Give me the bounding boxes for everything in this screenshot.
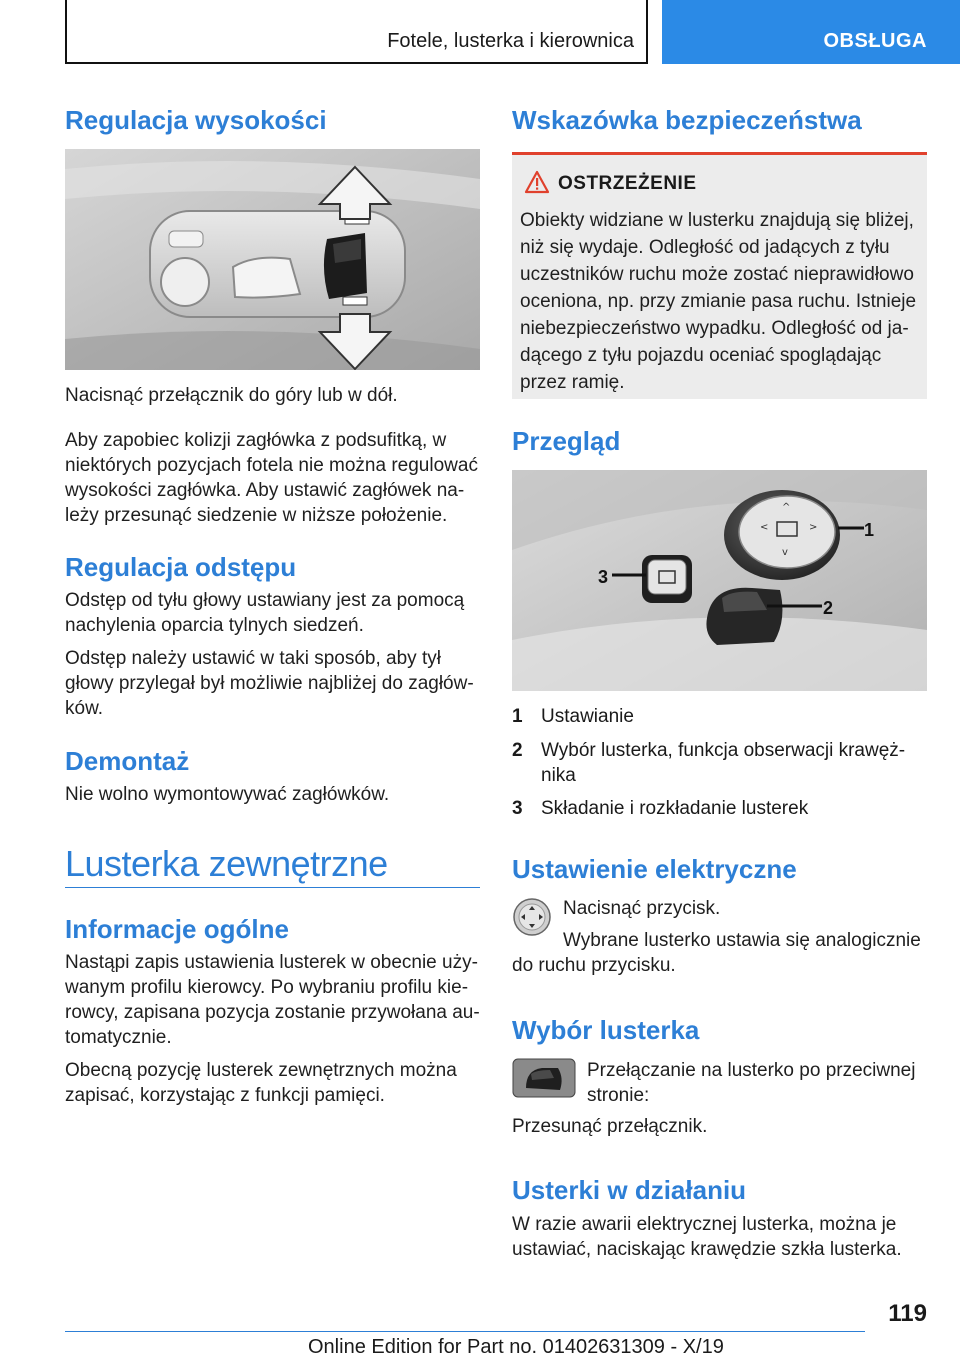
height-caption: Nacisnąć przełącznik do góry lub w dół. bbox=[65, 385, 398, 406]
callout-3: 3 bbox=[598, 567, 609, 587]
electric-heading: Ustawienie elektryczne bbox=[512, 854, 797, 884]
select-text-2: Przesunąć przełącznik. bbox=[512, 1116, 708, 1137]
headrest-switch-illustration bbox=[65, 149, 480, 370]
safety-heading: Wskazówka bezpieczeństwa bbox=[512, 105, 862, 135]
distance-text-1: Odstęp od tyłu głowy ustawiany jest za pomocą nachylenia oparcia tylnych siedzeń. bbox=[65, 590, 465, 636]
chapter-title: Fotele, lusterka i kierownica bbox=[387, 30, 634, 52]
mirrors-title: Lusterka zewnętrzne bbox=[65, 843, 388, 884]
legend-text: Składanie i rozkładanie lusterek bbox=[541, 798, 809, 819]
fault-text: W razie awarii elektrycznej lusterka, można je ustawiać, naciskając krawędzie szkła lusterka. bbox=[512, 1214, 902, 1260]
page-number: 119 bbox=[888, 1300, 927, 1327]
electric-text-2: Wybrane lusterko ustawia się analogicznie do ruchu przycisku. bbox=[512, 930, 921, 976]
legend-text: Ustawianie bbox=[541, 706, 634, 727]
edition-footer: Online Edition for Part no. 01402631309 - X/19 bbox=[308, 1336, 724, 1358]
svg-text:v: v bbox=[782, 547, 788, 558]
mirrors-title-rule bbox=[65, 887, 480, 888]
height-heading: Regulacja wysokości bbox=[65, 105, 327, 135]
distance-heading: Regulacja odstępu bbox=[65, 552, 297, 582]
warning-title: OSTRZEŻENIE bbox=[558, 173, 697, 194]
overview-heading: Przegląd bbox=[512, 426, 621, 456]
warning-text: Obiekty widziane w lusterku znajdują się bliżej, niż się wydaje. Odległość od jadących z tyłu uczestników ruchu może zostać nieprawidłowo oceniona, np. przy zmianie pasa ruchu. Istnieje niebezpieczeństwo wypadku. Odległość od jadącego z tyłu pojazdu oceniać spoglądając przez ramię. bbox=[520, 210, 917, 393]
select-text-1: Przełączanie na lusterko po przeciwnej stronie: bbox=[587, 1060, 916, 1106]
svg-text:^: ^ bbox=[782, 502, 791, 513]
mirror-controls-figure bbox=[512, 470, 927, 691]
warning-triangle-icon bbox=[524, 170, 550, 194]
section-tab bbox=[662, 0, 960, 64]
callout-1: 1 bbox=[864, 520, 875, 540]
warning-box bbox=[512, 152, 927, 399]
legend-number: 2 bbox=[512, 740, 523, 761]
chapter-box bbox=[65, 0, 648, 64]
page-header bbox=[0, 0, 960, 64]
distance-text-2: Odstęp należy ustawić w taki sposób, aby tył głowy przylegał był możliwie najbliżej do zagłówków. bbox=[65, 648, 474, 719]
height-text: Aby zapobiec kolizji zagłówka z podsufitką, w niektórych pozycjach fotela nie można regulować wysokości zagłówka. Aby ustawić zagłówek należy przesunąć siedzenie w niższe położenie. bbox=[65, 430, 478, 526]
select-heading: Wybór lusterka bbox=[512, 1015, 700, 1045]
svg-text:>: > bbox=[809, 522, 818, 533]
removal-heading: Demontaż bbox=[65, 746, 190, 776]
general-text-2: Obecną pozycję lusterek zewnętrznych można zapisać, korzystając z funkcji pamięci. bbox=[65, 1060, 457, 1106]
callout-2: 2 bbox=[823, 598, 834, 618]
legend-number: 3 bbox=[512, 798, 523, 819]
general-text-1: Nastąpi zapis ustawienia lusterek w obecnie używanym profilu kierowcy. Po wybraniu profilu kierowcy, zapisana pozycja zostanie przywołana automatycznie. bbox=[65, 952, 480, 1048]
headrest-switch-figure bbox=[65, 149, 480, 370]
mirror-controls-illustration bbox=[512, 470, 927, 691]
fault-heading: Usterki w działaniu bbox=[512, 1175, 747, 1205]
legend-item bbox=[512, 796, 927, 821]
legend-number: 1 bbox=[512, 706, 523, 727]
footer-rule bbox=[65, 1331, 865, 1332]
mirror-select-switch-icon bbox=[512, 1058, 576, 1098]
section-title: OBSŁUGA bbox=[823, 30, 927, 52]
legend-text: Wybór lusterka, funkcja obserwacji krawężnika bbox=[541, 740, 906, 786]
legend-item bbox=[512, 738, 927, 788]
svg-text:<: < bbox=[760, 522, 769, 533]
general-heading: Informacje ogólne bbox=[65, 914, 289, 944]
electric-text-1: Nacisnąć przycisk. bbox=[563, 898, 721, 919]
legend-item bbox=[512, 704, 927, 729]
removal-text: Nie wolno wymontowywać zagłówków. bbox=[65, 784, 390, 805]
